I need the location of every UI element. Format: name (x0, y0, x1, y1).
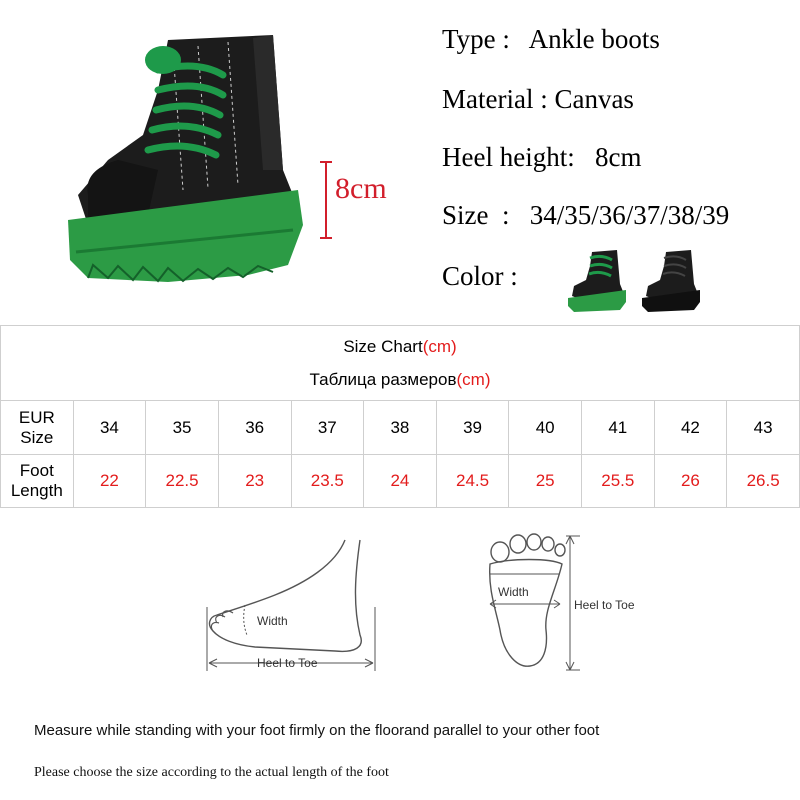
foot-length-cell: 26.5 (727, 454, 800, 507)
spec-size: Size : 34/35/36/37/38/39 (442, 200, 730, 230)
foot-length-cell: 24.5 (436, 454, 509, 507)
foot-length-cell: 22.5 (146, 454, 219, 507)
color-swatch-black[interactable] (636, 244, 706, 314)
eur-size-cell: 36 (218, 401, 291, 454)
eur-size-cell: 40 (509, 401, 582, 454)
foot-length-cell: 26 (654, 454, 727, 507)
foot-length-row (1, 454, 800, 507)
size-chart-title-ru: Таблица размеров (309, 370, 457, 390)
spec-heel-height: Heel height: 8cm (442, 142, 642, 172)
eur-size-cell: 43 (727, 401, 800, 454)
foot-length-cell: 24 (364, 454, 437, 507)
foot-length-cell: 23.5 (291, 454, 364, 507)
eur-size-label: EUR Size (1, 401, 74, 454)
heel-height-label: 8cm (335, 172, 387, 205)
heel-height-marker-icon (318, 160, 334, 240)
foot-length-label: Foot Length (1, 454, 74, 507)
eur-size-cell: 35 (146, 401, 219, 454)
size-chart-title-en-unit: (cm) (422, 337, 457, 357)
spec-material: Material : Canvas (442, 84, 634, 114)
eur-size-cell: 41 (582, 401, 655, 454)
foot-top-diagram (470, 530, 660, 675)
spec-color: Color : (442, 261, 518, 291)
eur-size-row (1, 401, 800, 454)
eur-size-cell: 39 (436, 401, 509, 454)
size-chart-title-ru-unit: (cm) (456, 370, 491, 390)
side-length-label: Heel to Toe (257, 656, 318, 670)
foot-length-cell: 25.5 (582, 454, 655, 507)
foot-length-cell: 23 (218, 454, 291, 507)
color-swatch-green-black[interactable] (562, 244, 632, 314)
measure-instruction: Measure while standing with your foot firmly on the floorand parallel to your other foot (34, 722, 600, 739)
eur-size-cell: 38 (364, 401, 437, 454)
eur-size-cell: 37 (291, 401, 364, 454)
eur-size-cell: 42 (654, 401, 727, 454)
eur-size-cell: 34 (73, 401, 146, 454)
size-chart-title-en: Size Chart (343, 337, 423, 357)
size-chart-table (0, 325, 800, 508)
side-width-label: Width (257, 614, 288, 628)
size-chart-title (1, 326, 800, 401)
size-instruction: Please choose the size according to the actual length of the foot (34, 765, 389, 780)
boot-product-image (48, 20, 308, 300)
top-length-label: Heel to Toe (574, 598, 635, 612)
top-width-label: Width (498, 585, 529, 599)
spec-type: Type : Ankle boots (442, 24, 660, 54)
foot-side-diagram (195, 535, 390, 675)
foot-length-cell: 22 (73, 454, 146, 507)
foot-length-cell: 25 (509, 454, 582, 507)
